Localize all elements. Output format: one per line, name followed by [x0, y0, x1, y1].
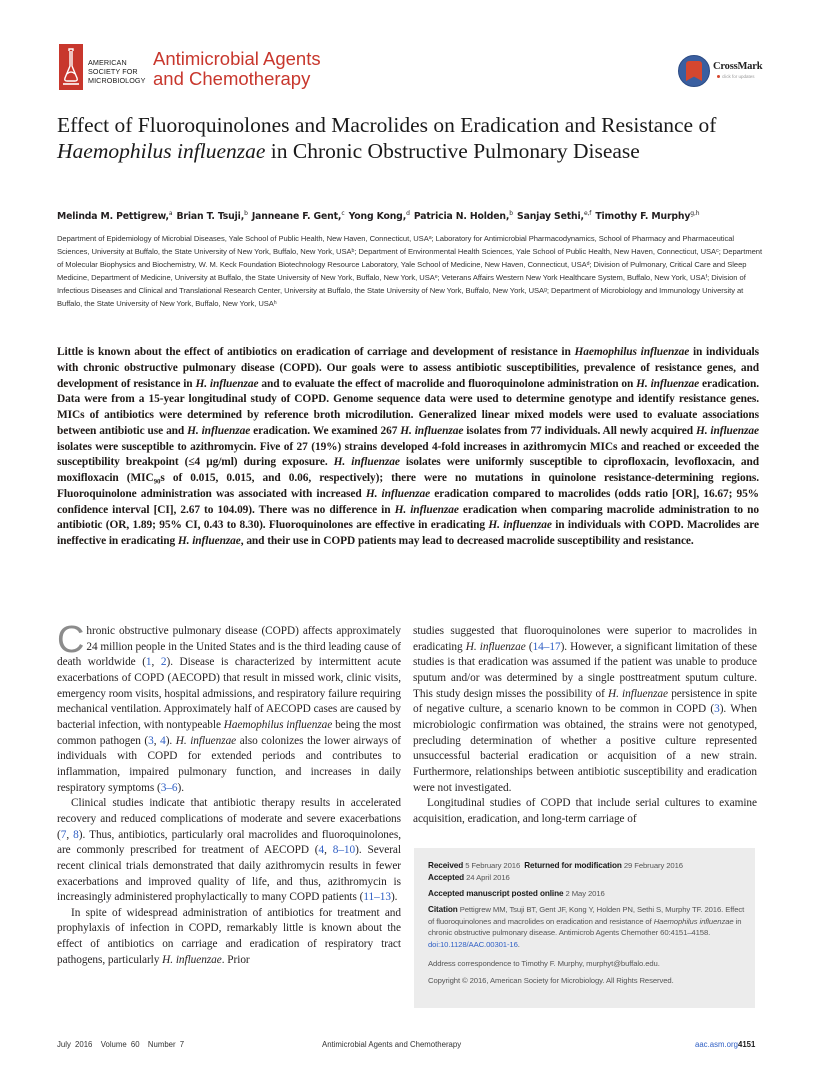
citation-label: Citation: [428, 905, 458, 914]
author-affiliation-mark: b: [509, 210, 513, 217]
body-paragraph: [413, 624, 757, 796]
received-date: 5 February 2016: [465, 861, 521, 870]
text-run: ). Thus, antibiotics, particularly oral macrolides and fluoroquinolones, are commonly prescribed for treatment of AECOPD (: [57, 828, 401, 857]
citation-end: .: [517, 940, 520, 950]
reference-link[interactable]: 1: [145, 656, 152, 669]
species-name: H. influenzae: [488, 519, 552, 532]
reference-link[interactable]: 3: [148, 734, 154, 747]
species-name: Haemophilus influenzae: [223, 718, 333, 731]
title-species: Haemophilus influenzae: [57, 139, 266, 163]
text-run: hronic obstructive pulmonary disease (COPD) affects approximately 24 million people in the United States and is the third leading cause of death worldwide (: [57, 625, 401, 669]
correspondence: Address correspondence to Timothy F. Murphy, murphyt@buffalo.edu.: [428, 959, 660, 968]
species-name: H. influenzae: [636, 377, 700, 390]
posted-label: Accepted manuscript posted online: [428, 889, 564, 898]
species-name: H. influenzae: [465, 640, 526, 653]
reference-link[interactable]: 3: [714, 703, 720, 716]
footer-issue: July 2016 Volume 60 Number 7: [57, 1040, 185, 1049]
text-run: ).: [165, 734, 176, 747]
text-run: ,: [66, 828, 74, 841]
text-run: eradication. Data were from a 15-year longitudinal study of COPD. Genome sequence data were used to determine genotype and identify resistance genes. MICs of antibiotics were determined by reference broth microdilution. Generalized linear mixed models were used to evaluate associations between antibiotic use and: [57, 377, 759, 437]
text-run: Little is known about the effect of antibiotics on eradication of carriage and development of resistance in: [57, 346, 575, 358]
author-name: Brian T. Tsuji,: [176, 211, 245, 222]
reference-link[interactable]: 8: [73, 828, 79, 841]
text-run: isolates were uniformly susceptible to ciprofloxacin, levofloxacin, and moxifloxacin (MIC₉₀s of 0.015, 0.015, and 0.06, respectively); there were no mutations in quinolone resistance-determining regions. Fluoroquinolone administration was associated with increased: [57, 456, 759, 500]
species-name: H. influenzae: [177, 535, 241, 547]
citation-species: Haemophilus influenzae: [653, 916, 734, 926]
journal-name: [153, 49, 321, 89]
citation-text: in chronic obstructive pulmonary disease. Antimicrob Agents Chemother 60:4151–4158.: [428, 916, 742, 938]
journal-line: and Chemotherapy: [153, 68, 311, 89]
society-name: [88, 58, 146, 86]
author-name: Yong Kong,: [348, 211, 407, 222]
received-label: Received: [428, 861, 464, 870]
text-run: isolates were susceptible to azithromycin. Five of 27 (19%) strains developed 4-fold increases in azithromycin MICs and reached or exceeded the susceptibility breakpoint (≤4 μg/ml) during exposure.: [57, 440, 759, 469]
text-run: ). When microbiologic confirmation was obtained, the strains were not genotyped, precluding determination of whether a positive culture represented unsuccessful bacterial eradication or acquisition of a new strain. Furthermore, relationships between antibiotic susceptibility and eradication were not investigated.: [413, 703, 757, 794]
author-name: Sanjay Sethi,: [517, 211, 584, 222]
drop-cap: C: [57, 619, 85, 661]
posted-line: [428, 888, 605, 900]
text-run: In spite of widespread administration of antibiotics for treatment and prophylaxis of infection in COPD, remarkably little is known about the effect of antibiotics on carriage and eradication of respiratory tract pathogens, particularly: [57, 906, 401, 966]
species-name: H. influenzae: [333, 456, 400, 469]
text-run: ,: [153, 734, 161, 747]
citation: [428, 904, 746, 951]
body-paragraph: [413, 796, 757, 827]
author-affiliation-mark: d: [406, 210, 410, 217]
author-affiliation-mark: e,f: [583, 210, 592, 217]
body-paragraph: [57, 796, 401, 906]
species-name: H. influenzae: [187, 424, 251, 437]
crossmark-icon: [678, 55, 710, 87]
body-paragraph: [57, 619, 402, 796]
species-name: H. influenzae: [695, 424, 759, 437]
text-run: being the most common pathogen (: [57, 718, 402, 747]
species-name: H. influenzae: [162, 953, 222, 966]
footer-journal: Antimicrobial Agents and Chemotherapy: [322, 1040, 462, 1049]
article-title: [57, 112, 717, 164]
title-text: in Chronic Obstructive Pulmonary Disease: [265, 139, 640, 163]
page-number: 4151: [738, 1040, 756, 1049]
text-run: persistence in spite of negative culture, a scenario known to be common in COPD (: [413, 687, 757, 716]
reference-link[interactable]: 14–17: [532, 640, 561, 653]
species-name: H. influenzae: [607, 687, 668, 700]
reference-link[interactable]: 7: [60, 828, 67, 841]
text-run: Clinical studies indicate that antibiotic therapy results in accelerated recovery and reduced complications of moderate and severe exacerbations (: [57, 797, 401, 841]
author-affiliation-mark: g,h: [690, 210, 700, 217]
body-column-right: [413, 624, 757, 828]
text-run: Longitudinal studies of COPD that include serial cultures to examine acquisition, eradication, and long-term carriage of: [413, 797, 757, 825]
text-run: in individuals with chronic obstructive pulmonary disease (COPD). Our goals were to assess antibiotic susceptibilities, prevalence of resistance genes, and development of resistance in: [57, 346, 759, 390]
journal-line: Antimicrobial Agents: [153, 48, 321, 69]
author-name: Timothy F. Murphy: [595, 211, 691, 222]
reference-link[interactable]: 8–10: [332, 844, 356, 857]
text-run: eradication. We examined 267: [250, 424, 401, 437]
text-run: (: [525, 640, 533, 653]
author-name: Patricia N. Holden,: [413, 211, 510, 222]
asm-logo: [59, 44, 83, 90]
article-info-box: [414, 848, 755, 1008]
text-run: also colonizes the lower airways of individuals with COPD for extended periods and contributes to inflammation, impaired pulmonary function, and increases in daily respiratory symptoms (: [57, 734, 401, 794]
species-name: H. influenzae: [175, 734, 237, 747]
author-affiliation-mark: b: [244, 210, 248, 217]
author-affiliation-mark: a: [168, 210, 173, 217]
society-line: SOCIETY FOR: [88, 67, 138, 77]
affiliations: Department of Epidemiology of Microbial Diseases, Yale School of Public Health, New Haven, Connecticut, USAᵃ; Laboratory for Antimicrobial Pharmacodynamics, School of Pharmacy and Pharmaceutical Sciences, University at Buffalo, the State University of New York, Buffalo, New York, USAᵇ; Department of Environmental Health Sciences, Yale School of Public Health, New Haven, Connecticut, USAᶜ; Department of Molecular Biophysics and Biochemistry, W. M. Keck Foundation Biotechnology Resource Laboratory, Yale School of Medicine, New Haven, Connecticut, USAᵈ; Division of Pulmonary, Critical Care and Sleep Medicine, Department of Medicine, University at Buffalo, the State University of New York, Buffalo, New York, USAᵉ; Veterans Affairs Western New York Healthcare System, Buffalo, New York, USAᶠ; Division of Infectious Diseases and Clinical and Translational Research Center, University at Buffalo, the State University of New York, Buffalo, New York, USAᵍ; Department of Microbiology and Immunology University at Buffalo, the State University of New York, Buffalo, New York, USAʰ: [57, 234, 763, 309]
body-column-left: [57, 619, 402, 968]
body-paragraph: [57, 906, 401, 969]
author-affiliation-mark: c: [341, 210, 345, 217]
doi-link[interactable]: doi:10.1128/AAC.00301-16: [428, 940, 518, 950]
received-line: [428, 860, 683, 883]
posted-date: 2 May 2016: [565, 889, 605, 898]
species-name: Haemophilus influenzae: [574, 346, 690, 358]
text-run: ,: [151, 656, 161, 669]
abstract: [57, 345, 759, 550]
author-list: [57, 210, 777, 222]
species-name: H. influenzae: [400, 424, 464, 437]
citation-text: Pettigrew MM, Tsuji BT, Gent JF, Kong Y, Holden PN, Sethi S, Murphy TF. 2016. Effect of fluoroquinolones and macrolides on eradication and resistance of: [428, 905, 745, 926]
reference-link[interactable]: 3–6: [160, 781, 178, 794]
text-run: . Prior: [221, 953, 250, 966]
title-text: Effect of Fluoroquinolones and Macrolides on Eradication and Resistance of: [57, 113, 717, 137]
flask-icon: [59, 44, 83, 90]
footer-url-link[interactable]: aac.asm.org: [695, 1040, 738, 1049]
text-run: in individuals with COPD. Macrolides are ineffective in eradicating: [57, 519, 759, 547]
author-name: Melinda M. Pettigrew,: [57, 211, 169, 222]
reference-link[interactable]: 11–13: [363, 891, 391, 904]
author-name: Janneane F. Gent,: [251, 211, 342, 222]
reference-link[interactable]: 2: [160, 656, 167, 669]
reference-link[interactable]: 4: [318, 844, 325, 857]
copyright: Copyright © 2016, American Society for Microbiology. All Rights Reserved.: [428, 976, 674, 985]
text-run: isolates from 77 individuals. All newly acquired: [463, 424, 696, 437]
crossmark-button[interactable]: [676, 54, 776, 86]
text-run: and to evaluate the effect of macrolide and fluoroquinolone administration on: [258, 377, 637, 390]
text-run: ). However, a significant limitation of these studies is that eradication was assumed if the patient was unable to produce sputum and/or was determined by a single posttreatment sputum culture. This study design misses the possibility of: [413, 640, 757, 700]
society-line: AMERICAN: [88, 58, 127, 67]
text-run: studies suggested that fluoroquinolones were superior to macrolides in eradicating: [413, 625, 757, 653]
species-name: H. influenzae: [394, 503, 459, 516]
returned-label: Returned for modification: [524, 861, 622, 870]
accepted-date: 24 April 2016: [466, 872, 510, 882]
text-run: eradication when comparing macrolide administration to no antibiotic (OR, 1.89; 95% CI, 0.43 to 8.30). Fluoroquinolones are effective in eradicating: [57, 503, 759, 532]
text-run: ,: [324, 844, 333, 857]
accepted-label: Accepted: [428, 872, 465, 882]
text-run: ).: [390, 891, 398, 904]
text-run: , and their use in COPD patients may lead to decreased macrolide susceptibility and resistance.: [240, 535, 694, 547]
text-run: ).: [177, 781, 184, 794]
reference-link[interactable]: 4: [160, 734, 166, 747]
returned-date: 29 February 2016: [623, 861, 683, 870]
species-name: H. influenzae: [365, 487, 431, 500]
text-run: eradication compared to macrolides (odds ratio [OR], 16.67; 95% confidence interval [CI], 2.67 to 104.09). There was no difference in: [57, 487, 759, 516]
species-name: H. influenzae: [195, 377, 259, 390]
text-run: ). Disease is characterized by intermittent acute exacerbations of COPD (AECOPD) that result in missed work, clinic visits, emergency room visits, hospital admissions, and respiratory failure requiring mechanical ventilation. Approximately half of AECOPD cases are caused by bacterial infection, with nontypeable: [57, 656, 401, 731]
crossmark-subtitle: click for updates: [722, 74, 755, 79]
crossmark-title: CrossMark: [713, 61, 763, 72]
society-line: MICROBIOLOGY: [88, 76, 146, 86]
text-run: ). Several recent clinical trials demonstrated that daily azithromycin results in fewer exacerbations and improved quality of life, and thus, azithromycin is increasingly administered prophylactically to many COPD patients (: [57, 844, 401, 904]
